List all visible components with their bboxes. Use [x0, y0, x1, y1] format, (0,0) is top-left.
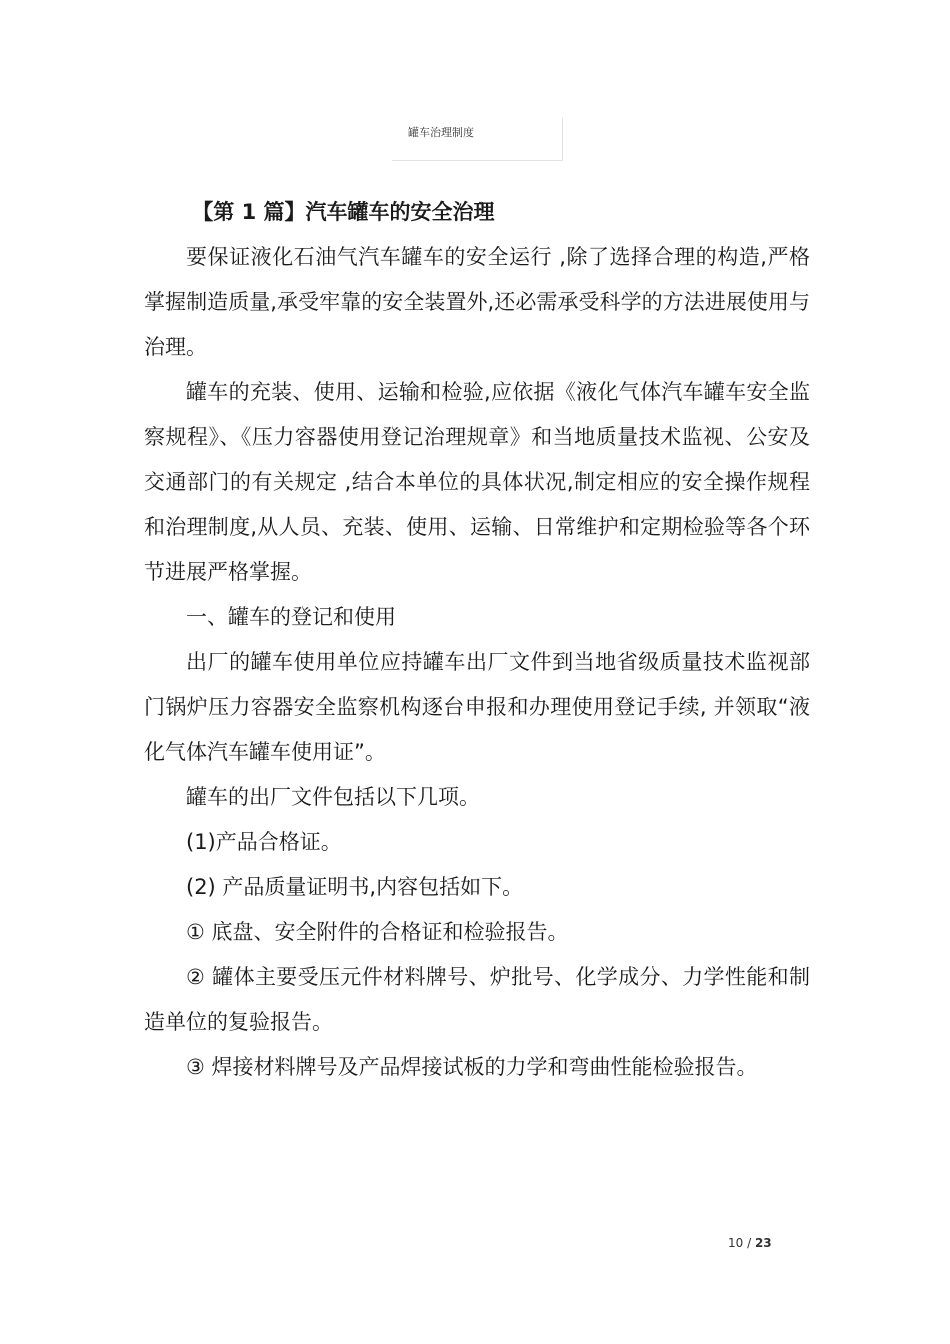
page-current: 10 — [728, 1236, 744, 1250]
list-item: ① 底盘、安全附件的合格证和检验报告。 — [186, 920, 569, 944]
paragraph: 出厂的罐车使用单位应持罐车出厂文件到当地省级质量技术监视部门锅炉压力容器安全监察机构逐台申报和办理使用登记手续, 并领取“液化气体汽车罐车使用证”。 — [144, 650, 810, 764]
page-separator: / — [743, 1236, 755, 1250]
paragraph: 罐车的充装、使用、运输和检验,应依据《液化气体汽车罐车安全监察规程》、《压力容器使用登记治理规章》和当地质量技术监视、公安及交通部门的有关规定 ,结合本单位的具体状况,制定相应的安全操作规程和治理制度,从人员、充装、使用、运输、日常维护和定期检验等各个环节进展严格掌握。 — [144, 380, 810, 584]
list-item: (1)产品合格证。 — [186, 830, 342, 854]
page-total: 23 — [754, 1236, 772, 1250]
header-title: 罐车治理制度 — [408, 126, 474, 139]
paragraph: 罐车的出厂文件包括以下几项。 — [186, 785, 480, 809]
paragraph: 要保证液化石油气汽车罐车的安全运行 ,除了选择合理的构造,严格掌握制造质量,承受牢靠的安全装置外,还必需承受科学的方法进展使用与治理。 — [144, 245, 810, 359]
list-item: ③ 焊接材料牌号及产品焊接试板的力学和弯曲性能检验报告。 — [186, 1055, 758, 1079]
page-number — [728, 1236, 772, 1250]
subheading: 一、罐车的登记和使用 — [186, 605, 396, 629]
list-item: (2) 产品质量证明书,内容包括如下。 — [186, 875, 524, 899]
section-heading: 【第 1 篇】汽车罐车的安全治理 — [192, 200, 495, 224]
page-header — [392, 118, 563, 161]
list-item: ② 罐体主要受压元件材料牌号、炉批号、化学成分、力学性能和制造单位的复验报告。 — [144, 965, 810, 1034]
document-body — [144, 190, 810, 1090]
